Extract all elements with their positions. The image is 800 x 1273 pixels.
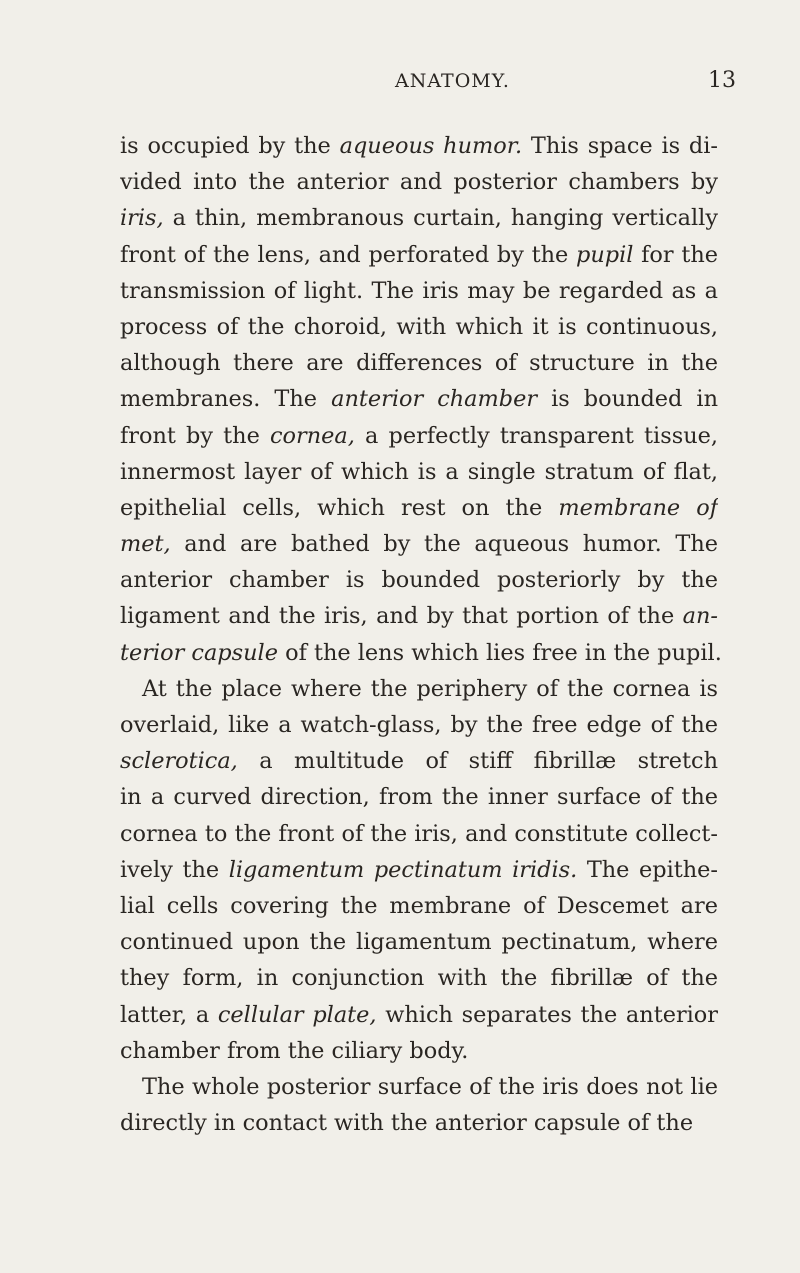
text-run: front by the [120, 422, 271, 449]
body-text [120, 128, 722, 1141]
text-run: This space is di- [522, 133, 718, 159]
text-run: innermost layer of which is a single stratum of flat, [120, 458, 718, 485]
text-run: overlaid, like a watch-glass, by the free edge of the [120, 712, 718, 739]
page-header [0, 70, 800, 100]
text-line [120, 1033, 718, 1069]
text-line [120, 309, 718, 345]
text-line [120, 816, 718, 852]
text-run: is bounded in [537, 386, 718, 413]
text-run: front of the lens, and perforated by the [120, 241, 576, 268]
text-run: directly in contact with the anterior capsule of the [120, 1110, 694, 1137]
text-run: anterior chamber is bounded posteriorly by the [120, 567, 718, 594]
text-line [120, 273, 718, 309]
text-line [120, 128, 718, 164]
text-run: for the [633, 241, 718, 268]
text-run: of the lens which lies free in the pupil. [277, 639, 722, 666]
italic-term: pupil [576, 241, 634, 268]
running-title: ANATOMY. [395, 70, 510, 92]
text-run: At the place where the periphery of the cornea is [142, 675, 718, 702]
text-run: a thin, membranous curtain, hanging vertically [172, 205, 718, 232]
text-run: epithelial cells, which rest on the [120, 494, 559, 521]
text-run: chamber from the ciliary body. [120, 1037, 469, 1064]
text-line [120, 598, 718, 634]
text-run: latter, a [120, 1001, 218, 1028]
text-line [120, 888, 718, 924]
text-run: in a curved direction, from the inner surface of the [120, 784, 718, 811]
paragraph [120, 671, 718, 1069]
text-line [120, 381, 718, 417]
text-line [120, 852, 718, 888]
text-run: lial cells covering the membrane of Descemet are [120, 892, 718, 919]
paragraph [120, 1069, 718, 1141]
italic-term: ligamentum pectinatum iridis. [228, 856, 578, 883]
page-number: 13 [708, 68, 736, 93]
text-run: a multitude of stiff fibrillæ stretch [259, 748, 718, 775]
italic-term: iris, [120, 205, 164, 232]
text-line [120, 237, 718, 273]
text-line [120, 743, 718, 779]
text-run: The whole posterior surface of the iris does not lie [142, 1073, 718, 1100]
text-line [120, 164, 718, 200]
text-run: The epithe- [577, 856, 718, 883]
italic-term: anterior chamber [331, 386, 538, 413]
text-run: vided into the anterior and posterior chambers by [120, 169, 718, 196]
text-run: although there are differences of structure in the [120, 350, 718, 377]
text-line [120, 779, 718, 815]
text-run: ively the [120, 856, 229, 883]
text-run: is occupied by the [120, 133, 340, 159]
text-line [120, 960, 718, 996]
text-run: cornea to the front of the iris, and constitute collect- [120, 820, 718, 847]
text-run: a perfectly transparent tissue, [365, 422, 718, 449]
text-run: ligament and the iris, and by that portion of the [120, 603, 683, 630]
text-run: process of the choroid, with which it is continuous, [120, 313, 718, 340]
text-line [120, 707, 718, 743]
text-line [120, 924, 718, 960]
text-line [120, 526, 718, 562]
text-line [120, 345, 718, 381]
text-run: transmission of light. The iris may be regarded as a [120, 277, 718, 304]
text-line [120, 635, 722, 671]
text-line [120, 562, 718, 598]
text-run: which separates the anterior [376, 1001, 718, 1028]
italic-term: terior capsule [120, 639, 278, 666]
text-run: membranes. The [120, 386, 332, 413]
paragraph [120, 128, 722, 671]
text-run: they form, in conjunction with the fibrillæ of the [120, 965, 718, 992]
text-run: continued upon the ligamentum pectinatum, where [120, 929, 718, 956]
text-line [120, 997, 718, 1033]
text-line [120, 671, 718, 707]
text-line [120, 1105, 718, 1141]
italic-term: cornea, [270, 422, 355, 449]
text-line [120, 418, 718, 454]
text-run: and are bathed by the aqueous humor. The [170, 531, 718, 558]
text-line [120, 1069, 718, 1105]
italic-term: an- [682, 603, 718, 630]
italic-term: cellular plate, [217, 1001, 377, 1028]
italic-term: sclerotica, [120, 748, 238, 775]
italic-term: met, [120, 531, 171, 558]
italic-term: membrane of [558, 494, 718, 521]
text-line [120, 454, 718, 490]
italic-term: aqueous humor. [339, 133, 523, 159]
text-line [120, 490, 718, 526]
text-line [120, 200, 718, 236]
